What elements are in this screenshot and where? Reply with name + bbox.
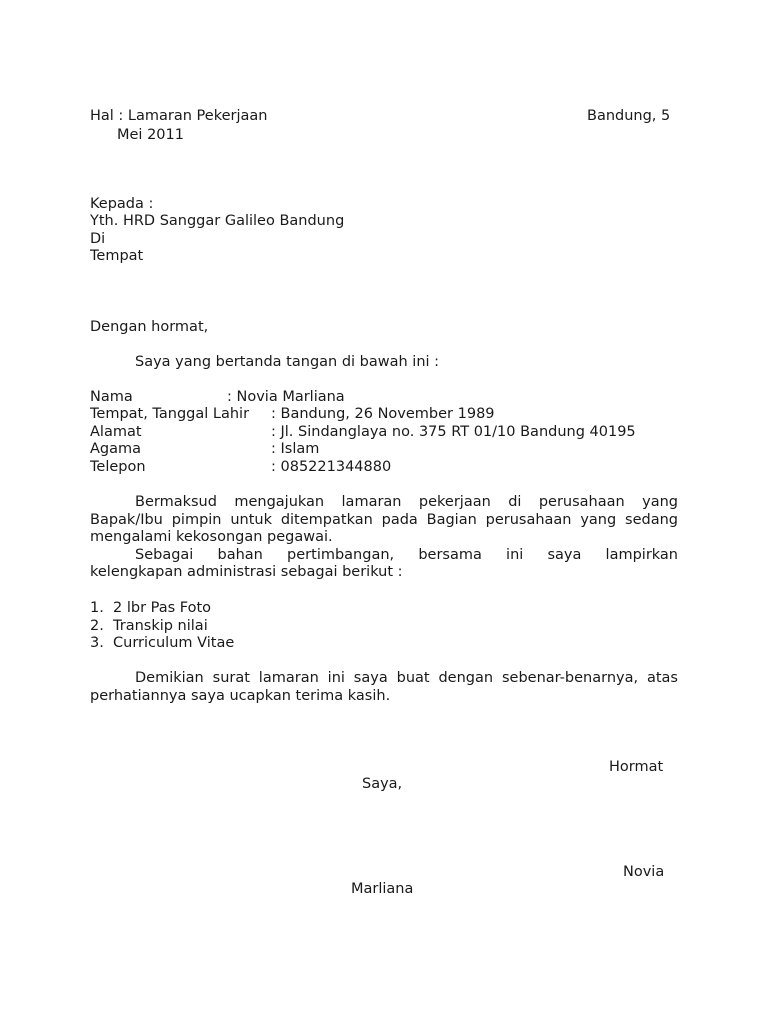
list-item: 2 lbr Pas Foto <box>113 600 212 616</box>
closing-paragraph <box>90 670 678 705</box>
signer-name-continued: Marliana <box>351 881 414 897</box>
religion-label: Agama <box>90 441 142 457</box>
salutation: Dengan hormat, <box>90 319 209 335</box>
phone-value: : 085221344880 <box>271 459 392 475</box>
paragraph-2-line-1: Sebagai bahan pertimbangan, bersama ini saya lampirkan <box>135 546 678 563</box>
recipient-heading: Kepada : <box>90 196 154 212</box>
recipient-tempat: Tempat <box>90 248 144 264</box>
address-label: Alamat <box>90 424 142 440</box>
paragraph-1-line-3: mengalami kekosongan pegawai. <box>90 529 333 545</box>
list-item: Transkip nilai <box>113 618 208 634</box>
recipient-name: Yth. HRD Sanggar Galileo Bandung <box>90 213 345 229</box>
letter-place-date: Bandung, 5 <box>587 108 671 124</box>
paragraph-2-line-2: kelengkapan administrasi sebagai berikut : <box>90 564 403 580</box>
letter-date-continued: Mei 2011 <box>117 127 184 143</box>
regards-text: Hormat <box>609 759 664 775</box>
regards-text-continued: Saya, <box>362 776 403 792</box>
recipient-di: Di <box>90 231 106 247</box>
list-item-number: 2. <box>90 618 104 634</box>
paragraph-1-line-1: Bermaksud mengajukan lamaran pekerjaan di perusahaan yang <box>135 494 678 510</box>
religion-value: : Islam <box>271 441 320 457</box>
list-item-number: 1. <box>90 600 104 616</box>
signer-name: Novia <box>623 864 665 880</box>
birth-value: : Bandung, 26 November 1989 <box>271 406 495 422</box>
name-value: : Novia Marliana <box>227 389 345 405</box>
list-item: Curriculum Vitae <box>113 635 235 651</box>
birth-label: Tempat, Tanggal Lahir <box>90 406 250 422</box>
paragraph-1-line-2: Bapak/Ibu pimpin untuk ditempatkan pada Bagian perusahaan yang sedang <box>90 511 678 528</box>
closing-line-1: Demikian surat lamaran ini saya buat dengan sebenar-benarnya, atas <box>135 670 678 686</box>
name-label: Nama <box>90 389 133 405</box>
list-item-number: 3. <box>90 635 104 651</box>
intro-text: Saya yang bertanda tangan di bawah ini : <box>135 354 440 370</box>
letter-subject: Hal : Lamaran Pekerjaan <box>90 108 268 124</box>
phone-label: Telepon <box>90 459 146 475</box>
address-value: : Jl. Sindanglaya no. 375 RT 01/10 Bandung 40195 <box>271 424 636 440</box>
closing-line-2: perhatiannya saya ucapkan terima kasih. <box>90 687 391 704</box>
body-paragraph-1 <box>90 494 678 582</box>
